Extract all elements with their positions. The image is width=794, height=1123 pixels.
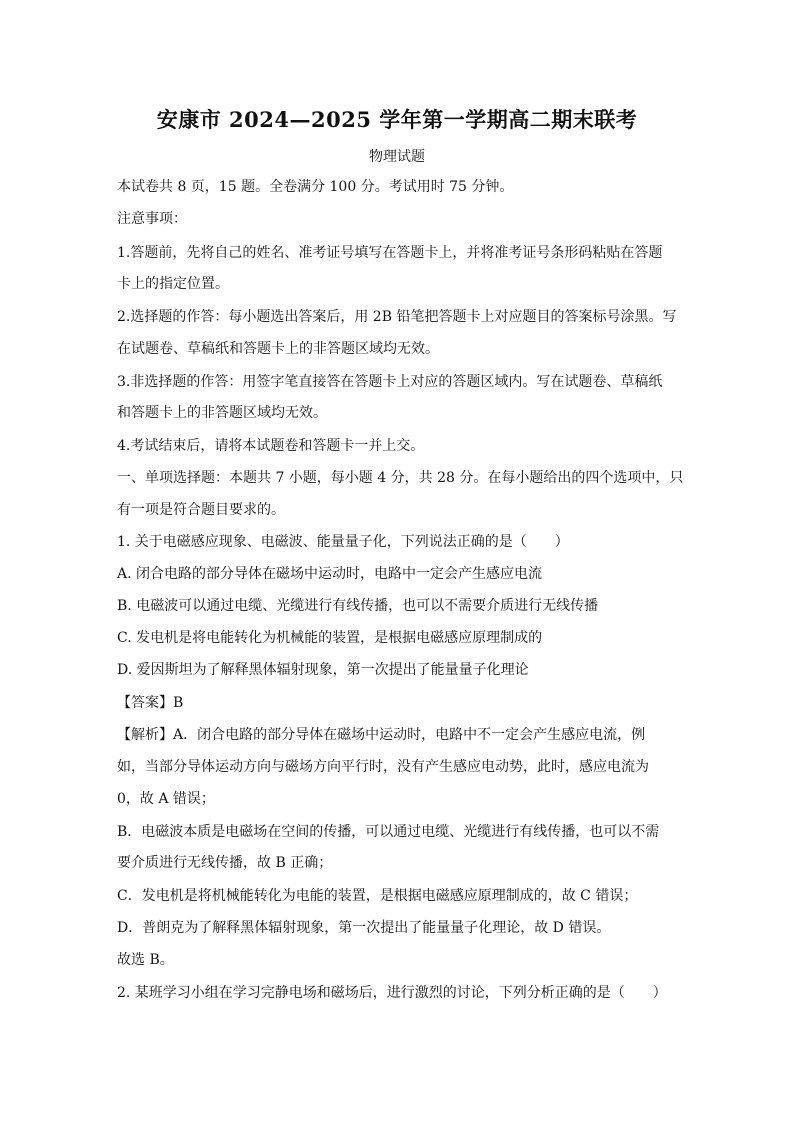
notice-line: 在试题卷、草稿纸和答题卡上的非答题区域均无效。 <box>117 341 439 357</box>
notice-line: 2.选择题的作答：每小题选出答案后，用 2B 铅笔把答题卡上对应题目的答案标号涂黑。写 <box>117 309 677 325</box>
notice-line: 4.考试结束后，请将本试题卷和答题卡一并上交。 <box>117 438 425 454</box>
notice-line: 和答题卡上的非答题区域均无效。 <box>117 405 327 421</box>
analysis-line: 要介质进行无线传播，故 B 正确； <box>117 855 333 871</box>
exam-summary: 本试卷共 8 页，15 题。全卷满分 100 分。考试用时 75 分钟。 <box>117 179 514 195</box>
question-1-option-a: A. 闭合电路的部分导体在磁场中运动时，电路中一定会产生感应电流 <box>117 566 543 582</box>
question-2-stem: 2. 某班学习小组在学习完静电场和磁场后，进行激烈的讨论，下列分析正确的是（ ） <box>117 985 667 1001</box>
question-1-option-b: B. 电磁波可以通过电缆、光缆进行有线传播，也可以不需要介质进行无线传播 <box>117 598 599 614</box>
notice-line: 3.非选择题的作答：用签字笔直接答在答题卡上对应的答题区域内。写在试题卷、草稿纸 <box>117 374 663 390</box>
analysis-line: 【解析】A．闭合电路的部分导体在磁场中运动时，电路中不一定会产生感应电流，例 <box>117 727 646 743</box>
analysis-line: D．普朗克为了解释黑体辐射现象，第一次提出了能量量子化理论，故 D 错误。 <box>117 920 611 936</box>
exam-subtitle: 物理试题 <box>369 149 425 165</box>
analysis-line: 如，当部分导体运动方向与磁场方向平行时，没有产生感应电动势，此时，感应电流为 <box>117 759 649 775</box>
question-1-answer: 【答案】B <box>117 695 184 711</box>
notice-heading: 注意事项： <box>117 211 187 227</box>
notice-line: 卡上的指定位置。 <box>117 276 229 292</box>
analysis-conclusion: 故选 B。 <box>117 952 174 968</box>
analysis-line: B．电磁波本质是电磁场在空间的传播，可以通过电缆、光缆进行有线传播，也可以不需 <box>117 824 660 840</box>
exam-title: 安康市 2024—2025 学年第一学期高二期末联考 <box>156 107 638 132</box>
section-heading: 一、单项选择题：本题共 7 小题，每小题 4 分，共 28 分。在每小题给出的四个选项中，只 <box>117 470 684 486</box>
analysis-line: C．发电机是将机械能转化为电能的装置，是根据电磁感应原理制成的，故 C 错误； <box>117 888 638 904</box>
question-1-stem: 1. 关于电磁感应现象、电磁波、能量量子化，下列说法正确的是（ ） <box>117 534 569 550</box>
question-1-option-c: C. 发电机是将电能转化为机械能的装置，是根据电磁感应原理制成的 <box>117 630 543 646</box>
section-heading-continued: 有一项是符合题目要求的。 <box>117 502 285 518</box>
question-1-option-d: D. 爱因斯坦为了解释黑体辐射现象，第一次提出了能量量子化理论 <box>117 662 529 678</box>
analysis-line: 0，故 A 错误； <box>117 791 215 807</box>
notice-line: 1.答题前，先将自己的姓名、准考证号填写在答题卡上，并将准考证号条形码粘贴在答题 <box>117 245 663 261</box>
